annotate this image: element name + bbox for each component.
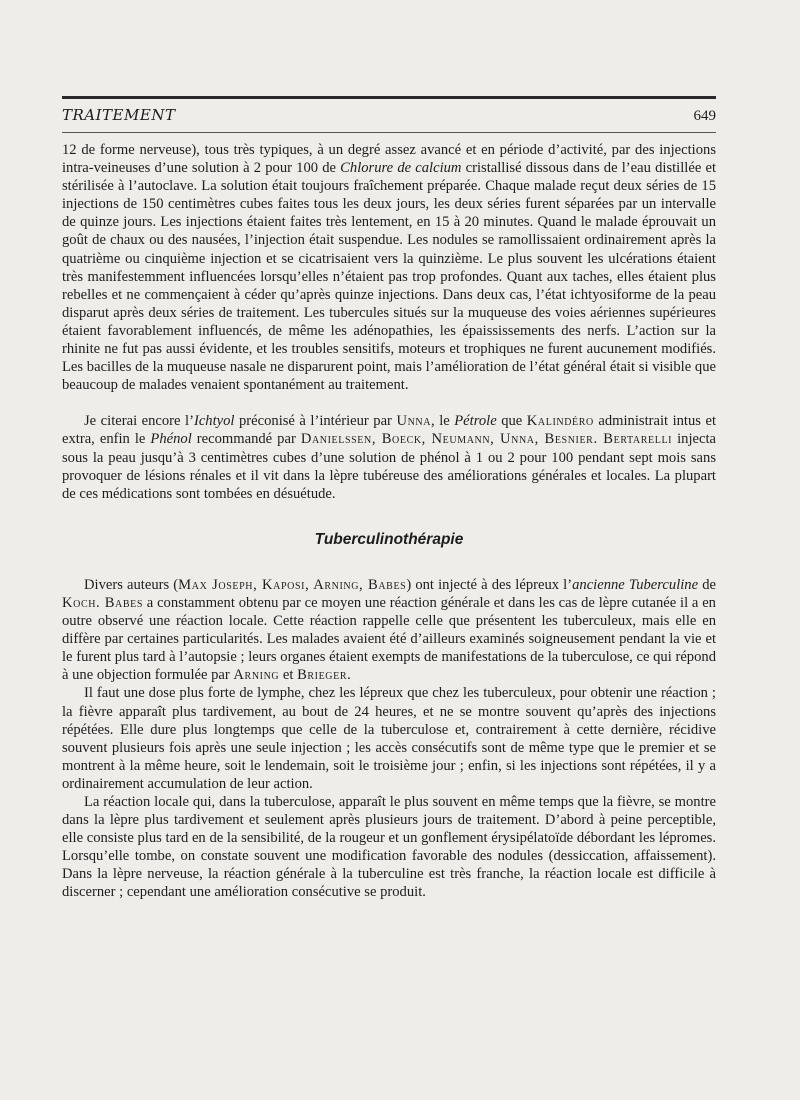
term-petrole: Pétrole (454, 413, 497, 430)
section-title: Tuberculinothérapie (314, 530, 464, 548)
paragraph-tuberculin-intro: Divers auteurs (Max Joseph, Kaposi, Arning, Babes) ont injecté à des lépreux l’ancienne Tuberculine de Koch. Babes a constamment obtenu par ce moyen une réaction générale et dans les cas de lèpre cutanée il a en outre observé une réaction locale. Cette réaction rappelle celle que présentent les tuberculeux, mais elle en diffère par certaines particularités. Les malades avaient été d’ailleurs examinés soigneusement pendant la vie et le furent plus tard à l’autopsie ; leurs organes étaient exempts de manifestations de la tuberculose, ce qui répond à une objection formulée par Arning et Brieger. (62, 576, 716, 684)
term-ichtyol: Ichtyol (193, 413, 235, 430)
author-name: Brieger (297, 667, 348, 684)
header-top-rule (62, 96, 716, 99)
term-ancienne-tuberculine: ancienne Tuberculine (572, 576, 699, 593)
author-name: Arning (233, 667, 280, 684)
page-header (62, 106, 716, 130)
paragraph-dose: Il faut une dose plus forte de lymphe, chez les lépreux que chez les tuberculeux, pour obtenir une réaction ; la fièvre apparaît plus tardivement, au bout de 24 heures, et ne se montre souvent qu’après des injections répétées. Elle dure plus longtemps que celle de la tuberculose et, contrairement à cette dernière, récidive souvent plusieurs fois après une seule injection ; les accès consécutifs sont de même type que le premier et se montrent à la même heure, soit le lendemain, soit le troisième jour ; enfin, si les injections sont répétées, il y a ordinairement accumulation de leur action. (62, 685, 716, 792)
author-names: Koch. Babes (62, 594, 143, 611)
paragraph-calcium-chloride: 12 de forme nerveuse), tous très typiques, à un degré assez avancé et en période d’activité, par des injections intra-veineuses d’une solution à 2 pour 100 de Chlorure de calcium cristallisé dissous dans de l’eau distillée et stérilisée à l’autoclave. La solution était toujours fraîchement préparée. Chaque malade reçut deux séries de 15 injections de 150 centimètres cubes faites tous les deux jours, les deux séries furent séparées par un intervalle de quinze jours. Les injections étaient faites très lentement, en 15 à 20 minutes. Quand le malade éprouvait un goût de chaux ou des nausées, l’injection était suspendue. Les nodules se ramollissaient ordinairement après la quatrième ou cinquième injection et se cicatrisaient vers la quinzième. Le plus souvent les ulcérations étaient très manifestemment influencées lorsqu’elles n’étaient pas trop profondes. Quant aux taches, elles étaient plus rebelles et ne commençaient à céder qu’après quinze injections. Dans deux cas, l’état ichtyosiforme de la peau disparut après deux séries de traitement. Les tubercules situés sur la muqueuse des voies aériennes supérieures étaient favorablement influencés, de même les adénopathies, les épaississements des nerfs. L’action sur la rhinite ne fut pas aussi évidente, et les troubles sensitifs, moteurs et trophiques ne furent aucunement modifiés. Les bacilles de la muqueuse nasale ne disparurent point, mais l’amélioration de l’état général était si visible que beaucoup de malades venaient spontanément au traitement. (62, 142, 717, 394)
author-names: Danielssen, Boeck, Neumann, Unna, Besnier. Bertarelli (300, 431, 673, 448)
paragraph-other-medications: Je citerai encore l’Ichtyol préconisé à l’intérieur par Unna, le Pétrole que Kalindéro administrait intus et extra, enfin le Phénol recommandé par Danielssen, Boeck, Neumann, Unna, Besnier. Bertarelli injecta sous la peau jusqu’à 3 centimètres cubes d’une solution de phénol à 1 ou 2 pour 100 pendant sept mois sans provoquer de lésions rénales et il vit dans la lèpre tubéreuse des améliorations générales et locales. La plupart de ces médications sont tombées en désuétude. (62, 413, 717, 502)
author-names: Max Joseph, Kaposi, Arning, Babes (178, 576, 407, 593)
paragraph-local-reaction: La réaction locale qui, dans la tuberculose, apparaît le plus souvent en même temps que la fièvre, se montre dans la lèpre plus tardivement et seulement après plusieurs jours de traitement. D’abord à peine perceptible, elle consiste plus tard en de la sensibilité, de la rougeur et un gonflement érysipélatoïde débordant les lépromes. Lorsqu’elle tombe, on constate souvent une modification favorable des nodules (dessiccation, affaissement). Dans la lèpre nerveuse, la réaction générale à la tuberculine est très franche, la réaction locale est difficile à discerner ; cependant une amélioration consécutive se produit. (62, 794, 716, 901)
running-head: TRAITEMENT (62, 106, 176, 124)
term-chlorure-de-calcium: Chlorure de calcium (340, 160, 462, 177)
author-name: Unna (396, 413, 432, 430)
header-rule (62, 132, 716, 133)
page-number: 649 (693, 108, 716, 124)
page-body (62, 141, 716, 902)
author-name: Kalindéro (526, 413, 594, 430)
term-phenol: Phénol (150, 431, 192, 448)
